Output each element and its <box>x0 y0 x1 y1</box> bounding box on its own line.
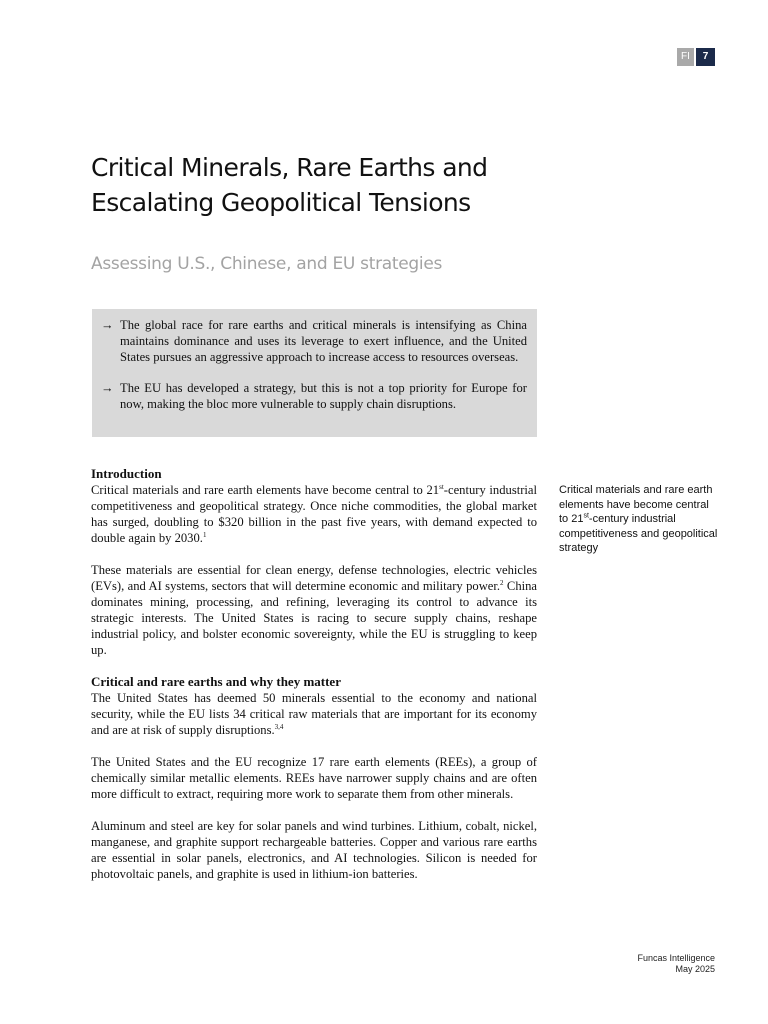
pull-quote <box>559 483 719 556</box>
key-point-text: The EU has developed a strategy, but this is not a top priority for Europe for now, making the bloc more vulnerable to supply chain disruptions. <box>120 381 527 411</box>
footnote-ref: 2 <box>500 578 504 587</box>
paragraph <box>91 690 537 738</box>
pull-quote-text: Critical materials and rare earth elements have become central to 21 <box>559 484 713 525</box>
paragraph-text: The United States has deemed 50 minerals essential to the economy and national security, while the EU lists 34 critical raw materials that are important for its economy and are at risk of supply disruptions. <box>91 691 537 737</box>
paragraph-text: Critical materials and rare earth elements have become central to 21 <box>91 483 440 497</box>
title-line: Escalating Geopolitical Tensions <box>91 188 471 217</box>
footer-date: May 2025 <box>675 964 715 974</box>
paragraph: Aluminum and steel are key for solar panels and wind turbines. Lithium, cobalt, nickel, manganese, and graphite support rechargeable batteries. Copper and various rare earths are essential in solar panels, electronics, and AI technologies. Silicon is needed for photovoltaic panels, and graphite is used in lithium-ion batteries. <box>91 819 537 881</box>
paragraph-text: China dominates mining, processing, and refining, leveraging its control to advance its strategic interests. The United States is racing to secure supply chains, reshape industrial policy, and bolster economic sovereignty, while the EU is struggling to keep up. <box>91 579 538 657</box>
key-point <box>101 317 527 365</box>
title-line: Critical Minerals, Rare Earths and <box>91 153 488 182</box>
pull-quote-text: -century industrial competitiveness and geopolitical strategy <box>559 513 718 554</box>
article-body <box>91 466 537 898</box>
paragraph-text: These materials are essential for clean energy, defense technologies, electric vehicles (EVs), and AI systems, sectors that will determine economic and military power. <box>91 563 537 593</box>
page-footer <box>637 953 715 975</box>
page-number: 7 <box>696 48 715 66</box>
footnote-ref: 1 <box>202 530 207 539</box>
footer-publisher: Funcas Intelligence <box>637 953 715 963</box>
superscript: st <box>583 512 589 520</box>
paragraph: The United States and the EU recognize 17 rare earth elements (REEs), a group of chemically similar metallic elements. REEs have narrower supply chains and are often more difficult to extract, requiring more work to separate them from other minerals. <box>91 755 537 801</box>
paragraph-text: -century industrial competitiveness and geopolitical strategy. Once niche commodities, the global market has surged, doubling to $320 billion in the past five years, with demand expected to double again by 2030. <box>91 483 537 545</box>
footnote-ref: 3,4 <box>274 722 284 731</box>
section-heading-why-matter: Critical and rare earths and why they matter <box>91 674 341 689</box>
arrow-right-icon: → <box>101 318 114 332</box>
page-subtitle: Assessing U.S., Chinese, and EU strategies <box>91 254 443 274</box>
page-title <box>91 150 571 220</box>
key-points-box <box>92 309 537 437</box>
publication-badge: FI <box>677 48 694 66</box>
section-heading-introduction: Introduction <box>91 466 162 481</box>
key-point-text: The global race for rare earths and critical minerals is intensifying as China maintains dominance and uses its leverage to exert influence, and the United States pursues an aggressive approach to increase access to resources overseas. <box>120 318 527 364</box>
paragraph <box>91 482 537 546</box>
paragraph <box>91 562 537 658</box>
arrow-right-icon: → <box>101 381 114 395</box>
key-point <box>101 380 527 412</box>
superscript: st <box>439 482 444 491</box>
